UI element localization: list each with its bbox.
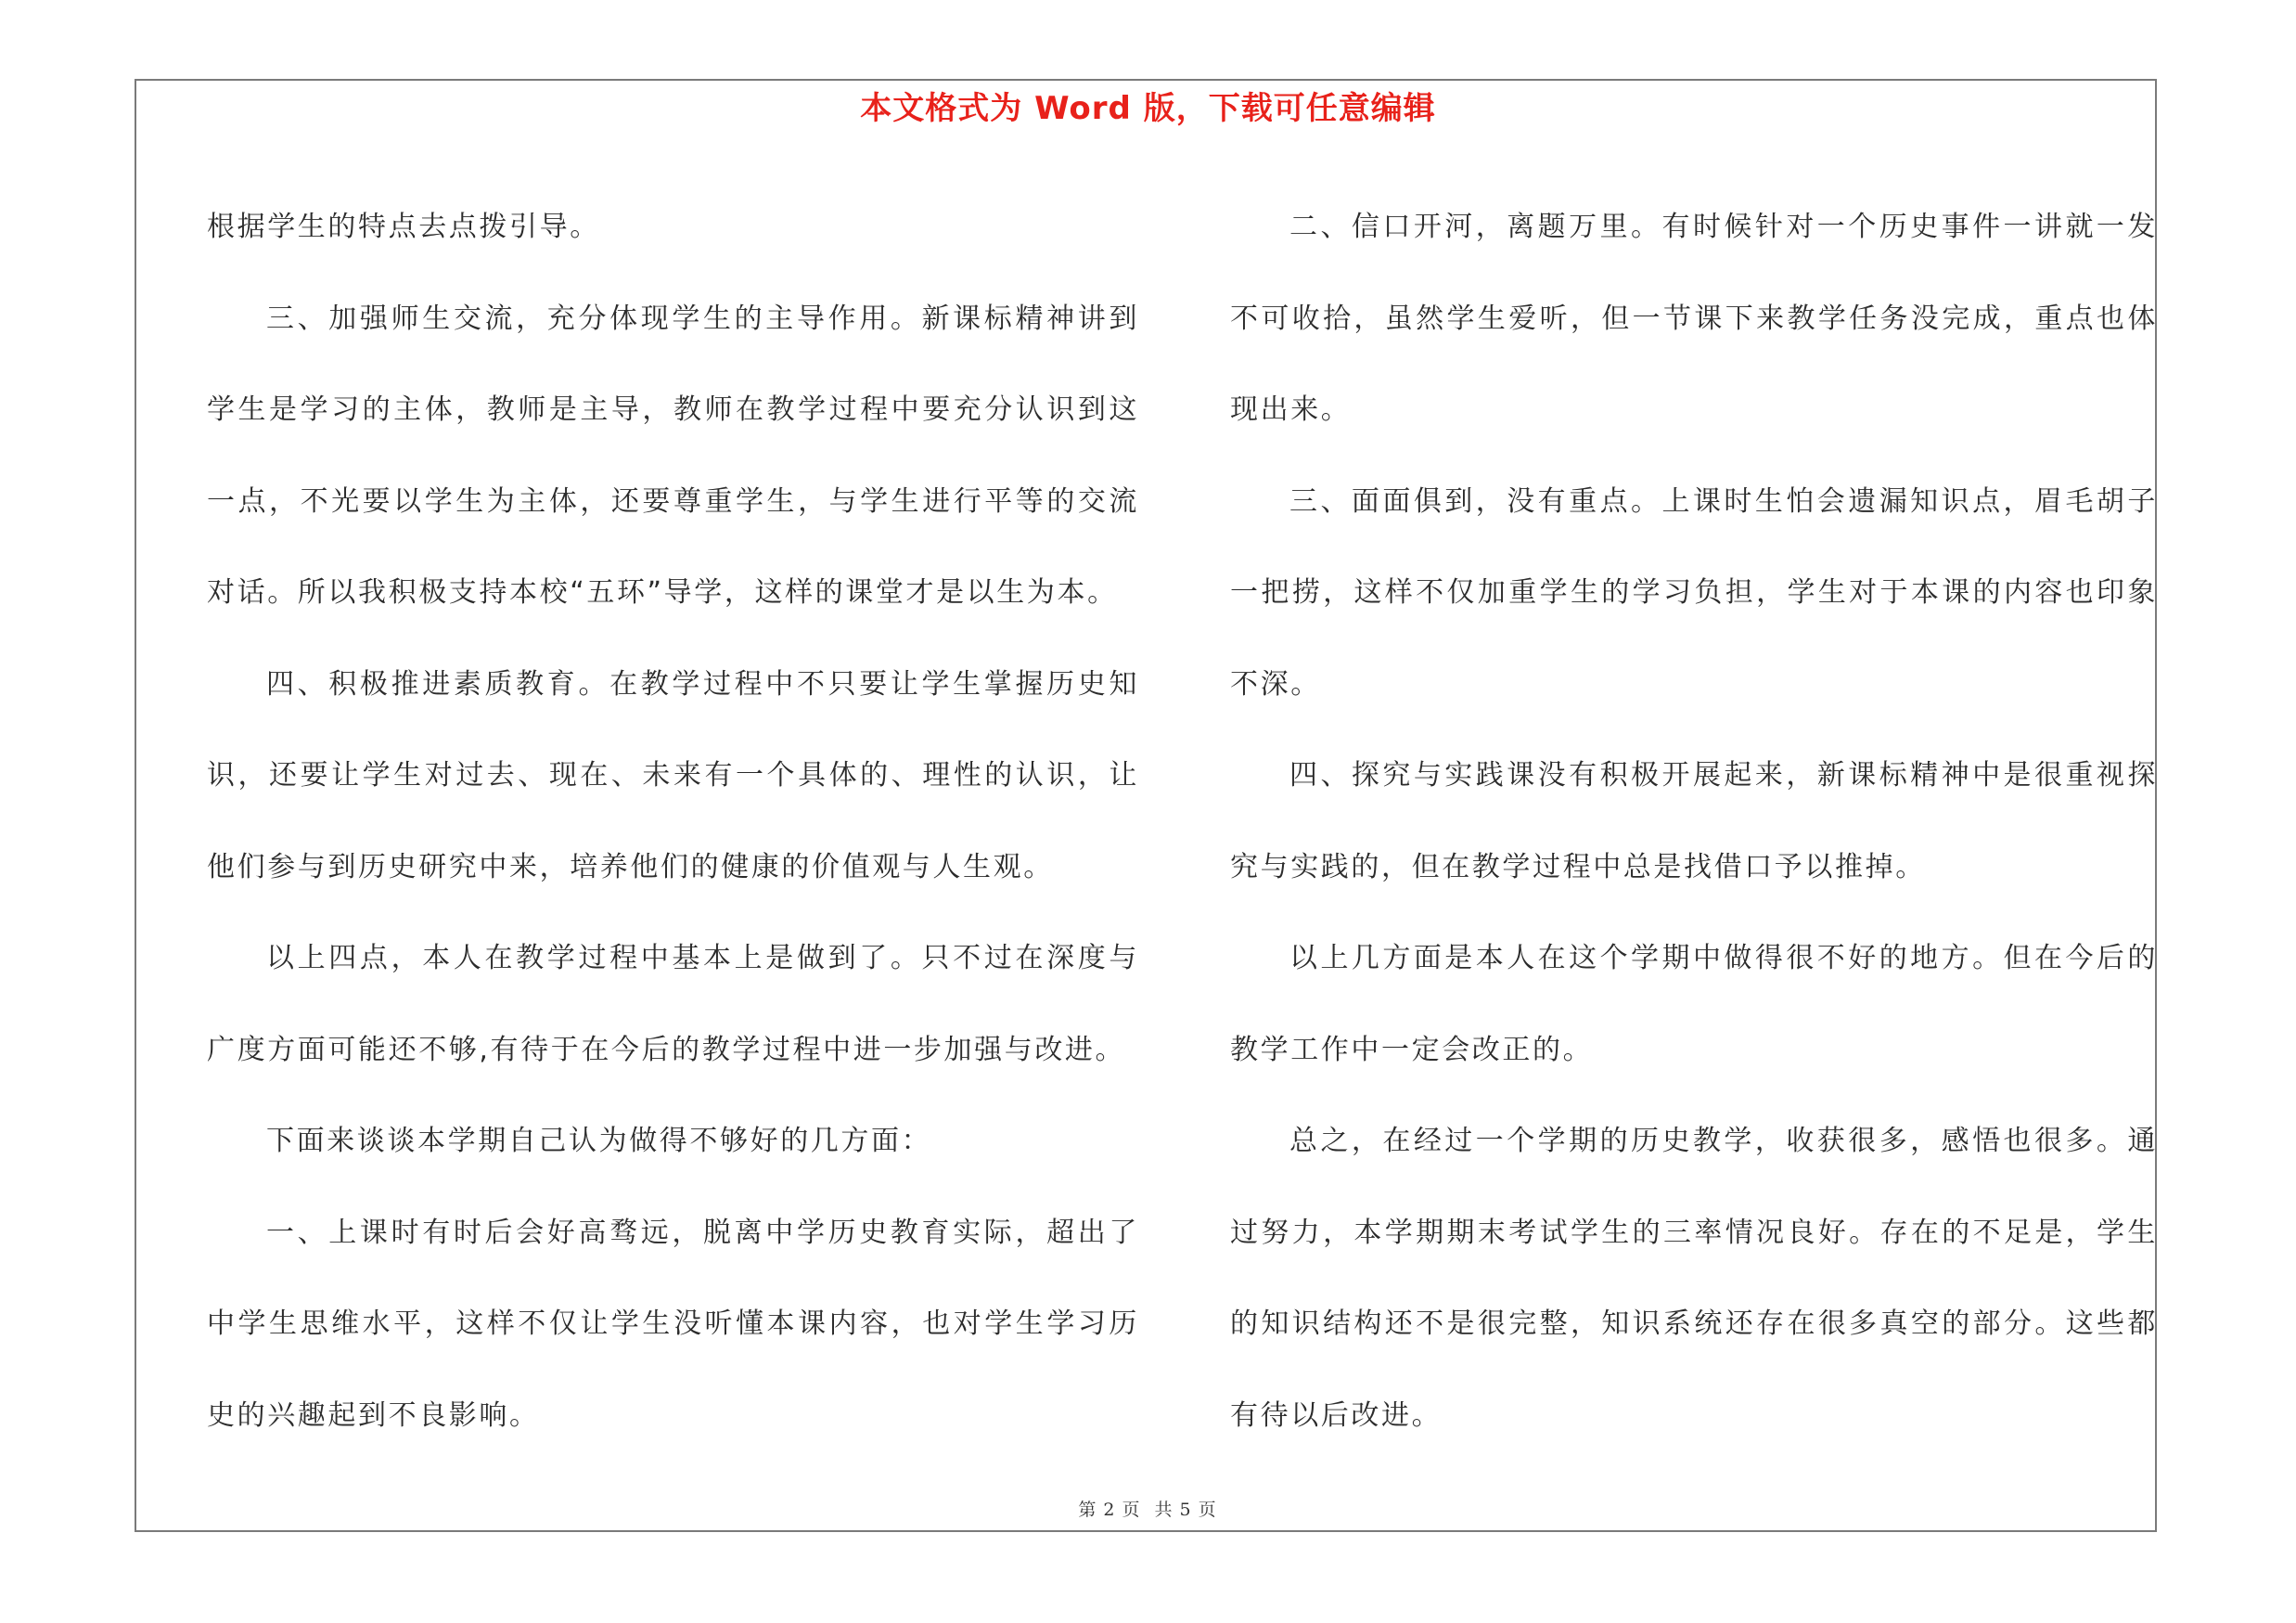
paragraph-right-1: 二、信口开河，离题万里。有时候针对一个历史事件一讲就一发不可收拾，虽然学生爱听，但一节课下来教学任务没完成，重点也体现出来。 [1230, 211, 2158, 426]
right-text-column [1230, 182, 2158, 1462]
paragraph-right-3: 四、探究与实践课没有积极开展起来，新课标精神中是很重视探究与实践的，但在教学过程中总是找借口予以推掉。 [1230, 759, 2158, 883]
page-number-footer [0, 1496, 2296, 1521]
footer-total-prefix: 共 [1154, 1500, 1174, 1520]
format-notice-banner: 本文格式为 Word 版，下载可任意编辑 [860, 90, 1436, 127]
paragraph-left-6: 一、上课时有时后会好高骛远，脱离中学历史教育实际，超出了中学生思维水平，这样不仅让学生没听懂本课内容，也对学生学习历史的兴趣起到不良影响。 [207, 1216, 1139, 1432]
footer-prefix: 第 [1078, 1500, 1098, 1520]
left-text-column [207, 182, 1139, 1462]
paragraph-right-5: 总之，在经过一个学期的历史教学，收获很多，感悟也很多。通过努力，本学期期末考试学生的三率情况良好。存在的不足是，学生的知识结构还不是很完整，知识系统还存在很多真空的部分。这些都有待以后改进。 [1230, 1125, 2158, 1432]
paragraph-left-4: 以上四点，本人在教学过程中基本上是做到了。只不过在深度与广度方面可能还不够,有待于在今后的教学过程中进一步加强与改进。 [207, 942, 1139, 1066]
footer-total-pages: 5 [1179, 1500, 1193, 1520]
paragraph-left-2: 三、加强师生交流，充分体现学生的主导作用。新课标精神讲到学生是学习的主体，教师是主导，教师在教学过程中要充分认识到这一点，不光要以学生为主体，还要尊重学生，与学生进行平等的交流对话。所以我积极支持本校“五环”导学，这样的课堂才是以生为本。 [207, 302, 1139, 609]
paragraph-left-5: 下面来谈谈本学期自己认为做得不够好的几方面： [266, 1125, 932, 1157]
paragraph-left-3: 四、积极推进素质教育。在教学过程中不只要让学生掌握历史知识，还要让学生对过去、现在、未来有一个具体的、理性的认识，让他们参与到历史研究中来，培养他们的健康的价值观与人生观。 [207, 667, 1139, 883]
paragraph-left-1: 根据学生的特点去点拨引导。 [207, 211, 600, 243]
footer-current-page: 2 [1103, 1500, 1117, 1520]
footer-suffix: 页 [1198, 1500, 1218, 1520]
footer-page-word: 页 [1122, 1500, 1142, 1520]
paragraph-right-2: 三、面面俱到，没有重点。上课时生怕会遗漏知识点，眉毛胡子一把捞，这样不仅加重学生的学习负担，学生对于本课的内容也印象不深。 [1230, 484, 2158, 701]
paragraph-right-4: 以上几方面是本人在这个学期中做得很不好的地方。但在今后的教学工作中一定会改正的。 [1230, 942, 2158, 1066]
